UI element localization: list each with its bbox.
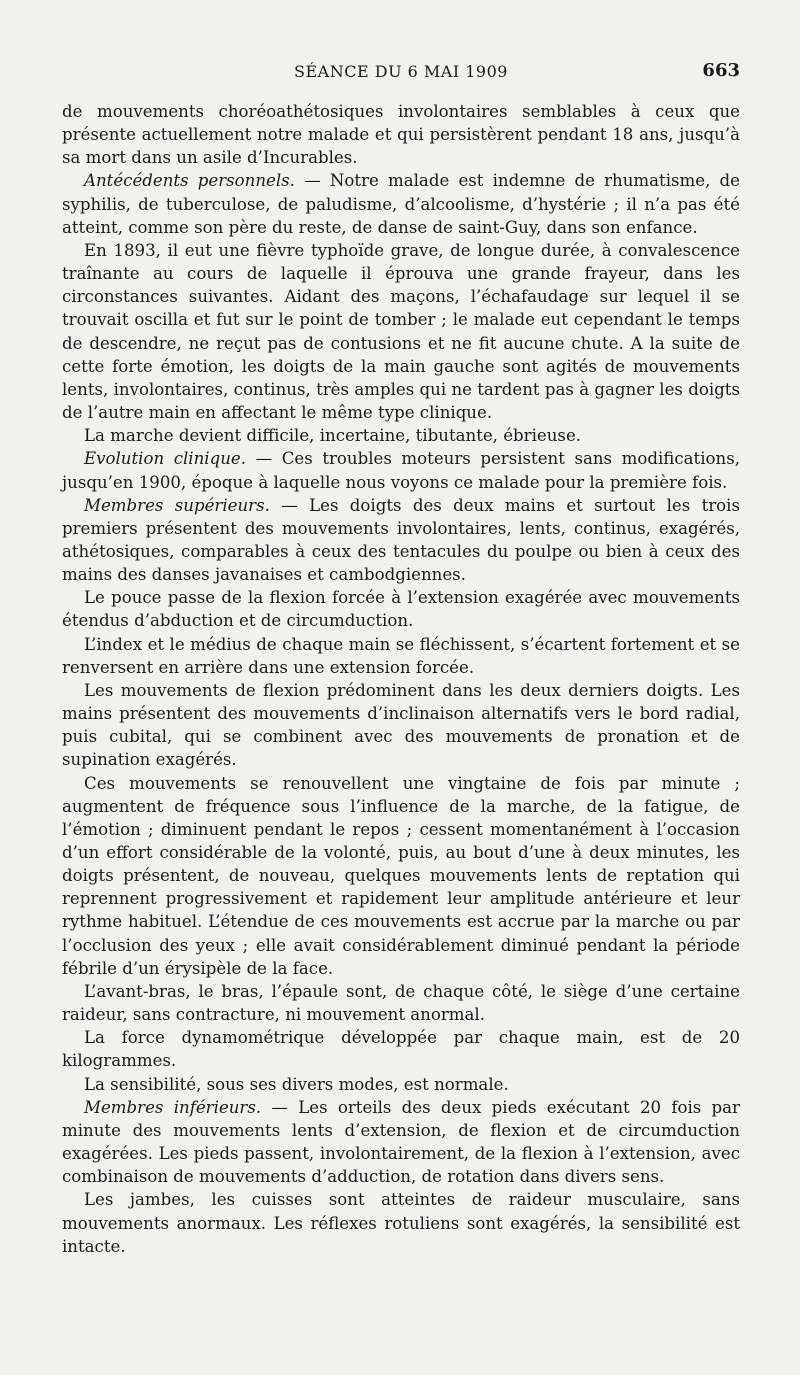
paragraph xyxy=(62,586,740,632)
paragraph-text: — Les doigts des deux mains et surtout les trois premiers présentent des mouvements involontaires, lents, continus, exagérés, athétosiques, comparables à ceux des tentacules du poulpe ou bien à ceux des mains des danses javanaises et cambodgiennes. xyxy=(62,495,740,585)
paragraph-text: La sensibilité, sous ses divers modes, est normale. xyxy=(84,1074,509,1094)
paragraph-text: La marche devient difficile, incertaine, tibutante, ébrieuse. xyxy=(84,426,582,446)
paragraph xyxy=(62,100,740,169)
paragraph xyxy=(62,1026,740,1072)
paragraph xyxy=(62,169,740,238)
body-text xyxy=(62,100,740,1258)
running-title: SÉANCE DU 6 MAI 1909 xyxy=(294,62,508,81)
page-header xyxy=(62,58,740,88)
paragraph xyxy=(62,1096,740,1189)
paragraph xyxy=(62,494,740,587)
paragraph-text: Les jambes, les cuisses sont atteintes de raideur musculaire, sans mouvements anormaux. Les réflexes rotuliens sont exagérés, la sensibilité est intacte. xyxy=(62,1190,740,1256)
paragraph-text: Ces mouvements se renouvellent une vingtaine de fois par minute ; augmentent de fréquence sous l’influence de la marche, de la fatigue, de l’émotion ; diminuent pendant le repos ; cessent momentanément à l’occasion d’un effort considérable de la volonté, puis, au bout d’une à deux minutes, les doigts présentent, de nouveau, quelques mouvements lents de reptation qui reprennent progressivement et rapidement leur amplitude antérieure et leur rythme habituel. L’étendue de ces mouvements est accrue par la marche ou par l’occlusion des yeux ; elle avait considérablement diminué pendant la période fébrile d’un érysipèle de la face. xyxy=(62,773,740,978)
paragraph-lead: Antécédents personnels. xyxy=(84,171,295,191)
paragraph-text: — Notre malade est indemne de rhumatisme, de syphilis, de tuberculose, de paludisme, d’alcoolisme, d’hystérie ; il n’a pas été atteint, comme son père du reste, de danse de saint-Guy, dans son enfance. xyxy=(62,171,740,237)
paragraph-text: Les mouvements de flexion prédominent dans les deux derniers doigts. Les mains présentent des mouvements d’inclinaison alternatifs vers le bord radial, puis cubital, qui se combinent avec des mouvements de pronation et de supination exagérés. xyxy=(62,680,740,770)
paragraph-text: La force dynamométrique développée par chaque main, est de 20 kilogrammes. xyxy=(62,1028,740,1071)
paragraph-text: — Les orteils des deux pieds exécutant 20 fois par minute des mouvements lents d’extension, de flexion et de circumduction exagérées. Les pieds passent, involontairement, de la flexion à l’extension, avec combinaison de mouvements d’adduction, de rotation dans divers sens. xyxy=(62,1097,740,1187)
paragraph-text: L’index et le médius de chaque main se fléchissent, s’écartent fortement et se renversent en arrière dans une extension forcée. xyxy=(62,634,740,677)
paragraph xyxy=(62,239,740,424)
paragraph-text: Le pouce passe de la flexion forcée à l’extension exagérée avec mouvements étendus d’abduction et de circumduction. xyxy=(62,588,740,631)
paragraph-text: L’avant-bras, le bras, l’épaule sont, de chaque côté, le siège d’une certaine raideur, sans contracture, ni mouvement anormal. xyxy=(62,981,740,1025)
paragraph-text: En 1893, il eut une fièvre typhoïde grave, de longue durée, à convalescence traînante au cours de laquelle il éprouva une grande frayeur, dans les circonstances suivantes. Aidant des maçons, l’échafaudage sur lequel il se trouvait oscilla et fut sur le point de tomber ; le malade eut cependant le temps de descendre, ne reçut pas de contusions et ne fit aucune chute. A la suite de cette forte émotion, les doigts de la main gauche sont agités de mouvements lents, involontaires, continus, très amples qui ne tardent pas à gagner les doigts de l’autre main en affectant le même type clinique. xyxy=(62,240,740,423)
page-number: 663 xyxy=(702,60,740,81)
paragraph xyxy=(62,424,740,447)
paragraph xyxy=(62,772,740,980)
paragraph xyxy=(62,679,740,772)
paragraph xyxy=(62,447,740,493)
paragraph-lead: Evolution clinique. xyxy=(84,449,246,469)
paragraph-lead: Membres supérieurs. xyxy=(84,495,270,515)
paragraph xyxy=(62,633,740,679)
paragraph-text: — Ces troubles moteurs persistent sans modifications, jusqu’en 1900, époque à laquelle nous voyons ce malade pour la première fois. xyxy=(62,449,740,492)
paragraph xyxy=(62,1073,740,1096)
paragraph-lead: Membres inférieurs. xyxy=(84,1097,262,1117)
paragraph xyxy=(62,980,740,1026)
paragraph-text: de mouvements choréoathétosiques involontaires semblables à ceux que présente actuellement notre malade et qui persistèrent pendant 18 ans, jusqu’à sa mort dans un asile d’Incurables. xyxy=(62,102,740,168)
paragraph xyxy=(62,1188,740,1257)
